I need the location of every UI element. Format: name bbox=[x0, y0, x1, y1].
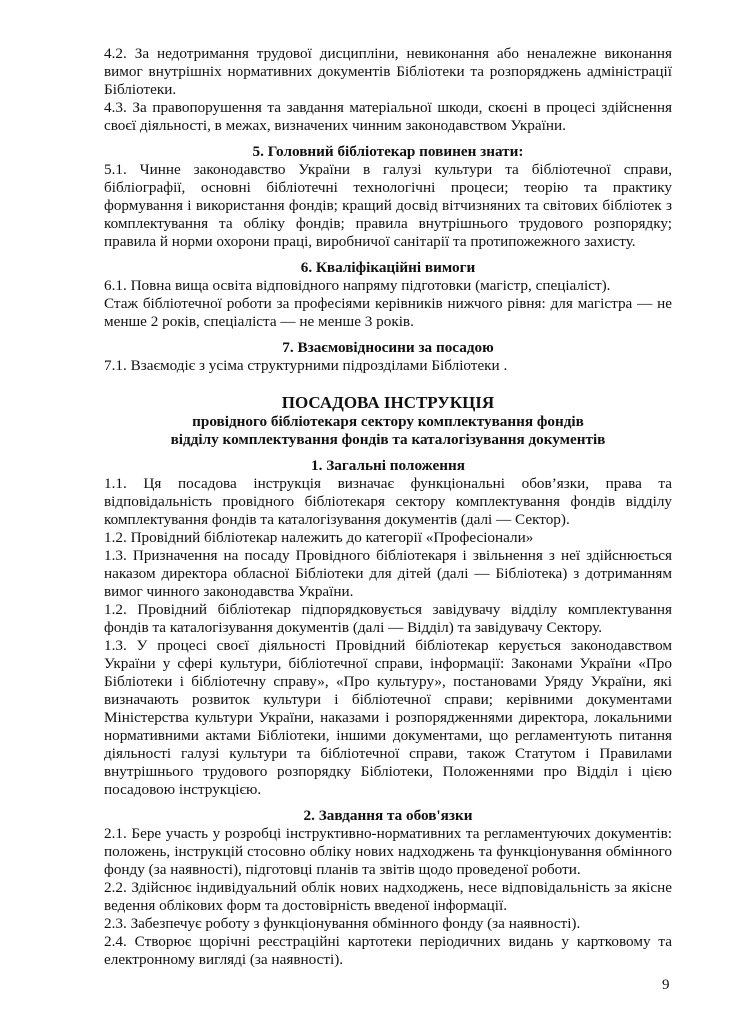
heading-section-5: 5. Головний бібліотекар повинен знати: bbox=[252, 143, 524, 160]
paragraph-5-1: 5.1. Чинне законодавство України в галузі культури та бібліотечної справи, бібліографії, основні бібліотечні технологічні процеси; теорію та практику формування і використання фондів; кращий досвід вітчизняних та світових бібліотек з комплектування та обліку фондів; правила внутрішнього трудового розпорядку; правила й норми охорони праці, виробничої санітарії та протипожежного захисту. bbox=[104, 161, 672, 250]
paragraph-1-3: 1.3. Призначення на посаду Провідного бібліотекаря і звільнення з неї здійснюється наказом директора обласної Бібліотеки для дітей (далі — Бібліотека) з дотриманням вимог чинного законодавства України. bbox=[104, 547, 672, 600]
paragraph-1-2: 1.2. Провідний бібліотекар належить до категорії «Професіонали» bbox=[104, 529, 534, 546]
document-subtitle-line-1: провідного бібліотекаря сектору комплектування фондів bbox=[192, 413, 584, 430]
paragraph-4-2: 4.2. За недотримання трудової дисципліни, невиконання або неналежне виконання вимог внутрішніх нормативних документів Бібліотеки та розпоряджень адміністрації Бібліотеки. bbox=[104, 45, 672, 98]
paragraph-7-1: 7.1. Взаємодіє з усіма структурними підрозділами Бібліотеки . bbox=[104, 357, 508, 374]
document-subtitle-line-2: відділу комплектування фондів та каталогізування документів bbox=[170, 431, 606, 448]
paragraph-4-3: 4.3. За правопорушення та завдання матеріальної шкоди, скоєні в процесі здійснення своєї діяльності, в межах, визначених чинним законодавством України. bbox=[104, 99, 672, 134]
paragraph-6-1: 6.1. Повна вища освіта відповідного напряму підготовки (магістр, спеціаліст). bbox=[104, 277, 611, 294]
document-title: ПОСАДОВА ІНСТРУКЦІЯ bbox=[281, 393, 495, 412]
heading-section-7: 7. Взаємовідносини за посадою bbox=[282, 339, 494, 356]
paragraph-1-1: 1.1. Ця посадова інструкція визначає функціональні обов’язки, права та відповідальність провідного бібліотекаря сектору комплектування фондів відділу комплектування фондів та каталогізування документів (далі — Сектор). bbox=[104, 475, 672, 528]
paragraph-2-2: 2.2. Здійснює індивідуальний облік нових надходжень, несе відповідальність за якісне ведення облікових форм та достовірність введеної інформації. bbox=[104, 879, 672, 914]
heading-section-2: 2. Завдання та обов'язки bbox=[303, 807, 473, 824]
document-page bbox=[104, 45, 672, 969]
paragraph-1-2-subordination: 1.2. Провідний бібліотекар підпорядковується завідувачу відділу комплектування фондів та каталогізування документів (далі — Відділ) та завідувачу Сектору. bbox=[104, 601, 672, 636]
paragraph-2-1: 2.1. Бере участь у розробці інструктивно-нормативних та регламентуючих документів: положень, інструкцій стосовно обліку нових надходжень та функціонування обмінного фонду (за наявності), підготовці планів та звітів щодо проведеної роботи. bbox=[104, 825, 672, 878]
page-number: 9 bbox=[662, 977, 670, 993]
paragraph-1-3-legislation: 1.3. У процесі своєї діяльності Провідний бібліотекар керується законодавством України у сфері культури, бібліотечної справи, інформації: Законами України «Про Бібліотеки і бібліотечну справу», «Про культуру», постановами Уряду України, які визначають розвиток культури і бібліотечної справи; керівними документами Міністерства культури України, наказами і розпорядженнями директора, локальними нормативними актами Бібліотеки, іншими документами, що регламентують питання діяльності галузі культури та бібліотечної справи, також Статутом і Правилами внутрішнього трудового розпорядку Бібліотеки, Положеннями про Відділ і цією посадовою інструкцією. bbox=[104, 637, 672, 798]
heading-section-6: 6. Кваліфікаційні вимоги bbox=[300, 259, 476, 276]
heading-section-1: 1. Загальні положення bbox=[311, 457, 465, 474]
paragraph-2-4: 2.4. Створює щорічні реєстраційні картотеки періодичних видань у картковому та електронному вигляді (за наявності). bbox=[104, 933, 672, 968]
paragraph-2-3: 2.3. Забезпечує роботу з функціонування обмінного фонду (за наявності). bbox=[104, 915, 581, 932]
paragraph-6-experience: Стаж бібліотечної роботи за професіями керівників нижчого рівня: для магістра — не менше 2 років, спеціаліста — не менше 3 років. bbox=[104, 295, 672, 330]
